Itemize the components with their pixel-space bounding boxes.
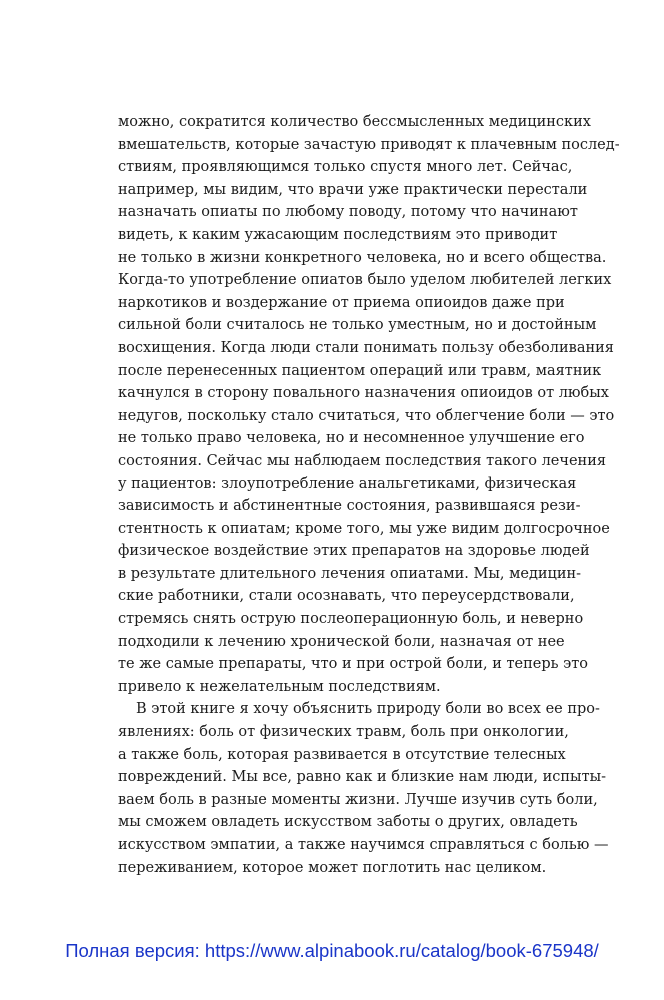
text-line: восхищения. Когда люди стали понимать пользу обезболивания (118, 339, 614, 356)
text-line: сильной боли считалось не только уместным, но и достойным (118, 317, 597, 334)
text-line: недугов, поскольку стало считаться, что облегчение боли — это (118, 407, 615, 424)
text-line: зависимость и абстинентные состояния, развившаяся рези- (118, 498, 581, 515)
text-line: те же самые препараты, что и при острой боли, и теперь это (118, 656, 588, 673)
text-line: назначать опиаты по любому поводу, потому что начинают (118, 204, 578, 221)
text-line: стентность к опиатам; кроме того, мы уже видим долгосрочное (118, 520, 610, 537)
text-line: стремясь снять острую послеоперационную боль, и неверно (118, 611, 584, 628)
body-text (118, 111, 620, 879)
text-line: не только в жизни конкретного человека, но и всего общества. (118, 249, 607, 266)
paragraph (118, 111, 620, 698)
text-line: у пациентов: злоупотребление анальгетиками, физическая (118, 475, 577, 492)
text-line: можно, сократится количество бессмысленных медицинских (118, 114, 591, 130)
text-line: ваем боль в разные моменты жизни. Лучше изучив суть боли, (118, 791, 598, 808)
text-line: видеть, к каким ужасающим последствиям это приводит (118, 226, 558, 243)
paragraph (118, 698, 609, 879)
full-version-link[interactable]: Полная версия: https://www.alpinabook.ru/catalog/book-675948/ (65, 940, 599, 961)
text-line: вмешательств, которые зачастую приводят к плачевным послед- (118, 136, 620, 153)
text-line: а также боль, которая развивается в отсутствие телесных (118, 746, 566, 763)
text-line: искусством эмпатии, а также научимся справляться с болью — (118, 837, 609, 853)
text-line: явлениях: боль от физических травм, боль при онкологии, (118, 724, 569, 741)
text-line: подходили к лечению хронической боли, назначая от нее (118, 633, 565, 650)
text-line: после перенесенных пациентом операций или травм, маятник (118, 362, 602, 379)
text-line: качнулся в сторону повального назначения опиоидов от любых (118, 385, 609, 402)
text-line: Когда-то употребление опиатов было уделом любителей легких (118, 272, 612, 289)
text-line: наркотиков и воздержание от приема опиоидов даже при (118, 294, 565, 311)
text-line: физическое воздействие этих препаратов на здоровье людей (118, 543, 590, 560)
text-line: в результате длительного лечения опиатами. Мы, медицин- (118, 565, 582, 582)
text-line: повреждений. Мы все, равно как и близкие нам люди, испыты- (118, 769, 607, 786)
text-line: ствиям, проявляющимся только спустя много лет. Сейчас, (118, 159, 573, 176)
text-line: В этой книге я хочу объяснить природу боли во всех ее про- (136, 701, 600, 718)
text-line: например, мы видим, что врачи уже практически перестали (118, 181, 588, 198)
text-line: мы сможем овладеть искусством заботы о других, овладеть (118, 814, 578, 831)
text-line: не только право человека, но и несомненное улучшение его (118, 430, 585, 447)
text-line: привело к нежелательным последствиям. (118, 678, 441, 695)
text-line: состояния. Сейчас мы наблюдаем последствия такого лечения (118, 452, 607, 469)
text-line: переживанием, которое может поглотить нас целиком. (118, 859, 547, 876)
text-line: ские работники, стали осознавать, что переусердствовали, (118, 588, 575, 605)
